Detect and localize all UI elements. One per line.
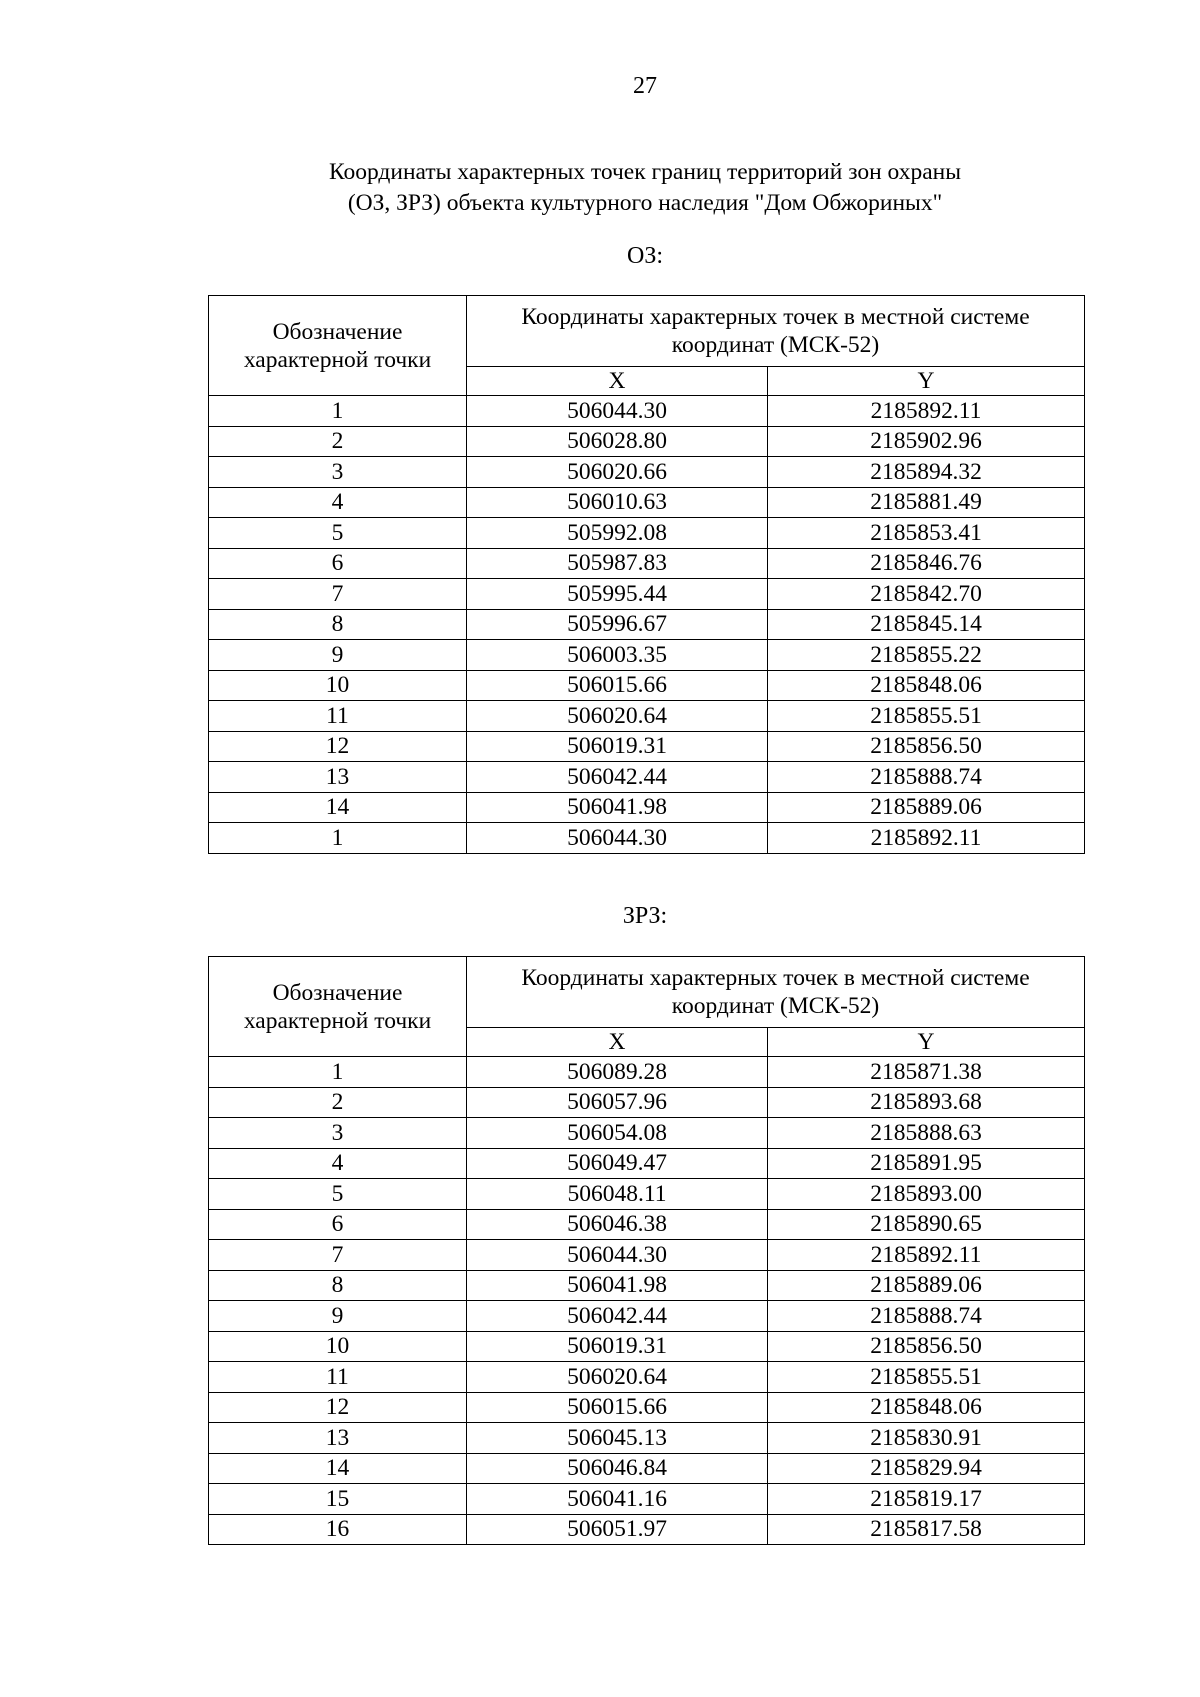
point-cell: 9	[209, 1301, 467, 1332]
x-coordinate-cell: 506042.44	[467, 762, 768, 793]
point-cell: 3	[209, 457, 467, 488]
table-row	[209, 1331, 1085, 1362]
x-coordinate-cell: 506003.35	[467, 640, 768, 671]
point-cell: 2	[209, 426, 467, 457]
point-cell: 1	[209, 1057, 467, 1088]
y-coordinate-cell: 2185889.06	[768, 792, 1085, 823]
y-coordinate-cell: 2185819.17	[768, 1484, 1085, 1515]
point-cell: 5	[209, 1179, 467, 1210]
table-row	[209, 1057, 1085, 1088]
x-coordinate-cell: 506045.13	[467, 1423, 768, 1454]
point-cell: 4	[209, 1148, 467, 1179]
y-coordinate-cell: 2185891.95	[768, 1148, 1085, 1179]
y-coordinate-cell: 2185889.06	[768, 1270, 1085, 1301]
point-designation-header: Обозначение характерной точки	[209, 957, 467, 1057]
x-coordinate-cell: 505992.08	[467, 518, 768, 549]
table-row	[209, 579, 1085, 610]
y-coordinate-cell: 2185846.76	[768, 548, 1085, 579]
table-row	[209, 701, 1085, 732]
y-coordinate-cell: 2185855.51	[768, 701, 1085, 732]
table-row	[209, 731, 1085, 762]
x-coordinate-cell: 506015.66	[467, 670, 768, 701]
y-coordinate-cell: 2185830.91	[768, 1423, 1085, 1454]
table-row	[209, 1362, 1085, 1393]
zrz-table-body	[209, 1057, 1085, 1545]
y-coordinate-cell: 2185842.70	[768, 579, 1085, 610]
x-coordinate-cell: 506019.31	[467, 1331, 768, 1362]
x-coordinate-cell: 506044.30	[467, 1240, 768, 1271]
table-row	[209, 1118, 1085, 1149]
x-coordinate-cell: 506044.30	[467, 823, 768, 854]
table-row	[209, 1087, 1085, 1118]
y-coordinate-cell: 2185902.96	[768, 426, 1085, 457]
y-coordinate-cell: 2185892.11	[768, 823, 1085, 854]
x-coordinate-cell: 506042.44	[467, 1301, 768, 1332]
table-row	[209, 762, 1085, 793]
point-cell: 12	[209, 731, 467, 762]
table-row	[209, 1209, 1085, 1240]
oz-section-heading: ОЗ:	[626, 243, 664, 269]
x-coordinate-cell: 505996.67	[467, 609, 768, 640]
point-cell: 5	[209, 518, 467, 549]
x-column-header: X	[467, 1028, 768, 1057]
table-row	[209, 548, 1085, 579]
y-coordinate-cell: 2185848.06	[768, 670, 1085, 701]
point-cell: 1	[209, 823, 467, 854]
point-cell: 6	[209, 548, 467, 579]
y-coordinate-cell: 2185817.58	[768, 1514, 1085, 1545]
x-coordinate-cell: 506019.31	[467, 731, 768, 762]
x-coordinate-cell: 506049.47	[467, 1148, 768, 1179]
table-row	[209, 426, 1085, 457]
table-row	[209, 1179, 1085, 1210]
point-cell: 10	[209, 1331, 467, 1362]
table-row	[209, 1301, 1085, 1332]
point-cell: 2	[209, 1087, 467, 1118]
point-designation-header: Обозначение характерной точки	[209, 296, 467, 396]
x-coordinate-cell: 506010.63	[467, 487, 768, 518]
x-coordinate-cell: 506046.84	[467, 1453, 768, 1484]
point-cell: 1	[209, 396, 467, 427]
y-coordinate-cell: 2185892.11	[768, 396, 1085, 427]
y-coordinate-cell: 2185893.00	[768, 1179, 1085, 1210]
point-cell: 10	[209, 670, 467, 701]
y-coordinate-cell: 2185848.06	[768, 1392, 1085, 1423]
table-row	[209, 1423, 1085, 1454]
point-cell: 8	[209, 1270, 467, 1301]
y-coordinate-cell: 2185893.68	[768, 1087, 1085, 1118]
y-coordinate-cell: 2185890.65	[768, 1209, 1085, 1240]
zrz-section-heading: ЗРЗ:	[622, 903, 668, 929]
table-row	[209, 396, 1085, 427]
y-coordinate-cell: 2185855.22	[768, 640, 1085, 671]
table-row	[209, 457, 1085, 488]
table-row	[209, 1392, 1085, 1423]
y-coordinate-cell: 2185829.94	[768, 1453, 1085, 1484]
document-title-line-1: Координаты характерных точек границ территорий зон охраны	[328, 159, 962, 185]
y-column-header: Y	[768, 1028, 1085, 1057]
table-row	[209, 792, 1085, 823]
y-column-header: Y	[768, 367, 1085, 396]
y-coordinate-cell: 2185853.41	[768, 518, 1085, 549]
point-cell: 11	[209, 701, 467, 732]
point-cell: 11	[209, 1362, 467, 1393]
x-coordinate-cell: 506015.66	[467, 1392, 768, 1423]
point-cell: 13	[209, 762, 467, 793]
x-coordinate-cell: 506041.98	[467, 1270, 768, 1301]
document-title-line-2: (ОЗ, ЗРЗ) объекта культурного наследия "Дом Обжориных"	[347, 190, 943, 216]
point-cell: 12	[209, 1392, 467, 1423]
x-column-header: X	[467, 367, 768, 396]
x-coordinate-cell: 506041.98	[467, 792, 768, 823]
document-title	[0, 157, 1200, 219]
x-coordinate-cell: 506089.28	[467, 1057, 768, 1088]
point-cell: 8	[209, 609, 467, 640]
y-coordinate-cell: 2185881.49	[768, 487, 1085, 518]
y-coordinate-cell: 2185892.11	[768, 1240, 1085, 1271]
y-coordinate-cell: 2185894.32	[768, 457, 1085, 488]
table-row	[209, 640, 1085, 671]
table-row	[209, 1453, 1085, 1484]
y-coordinate-cell: 2185871.38	[768, 1057, 1085, 1088]
x-coordinate-cell: 506028.80	[467, 426, 768, 457]
table-row	[209, 1270, 1085, 1301]
zrz-coordinates-table	[208, 956, 1085, 1545]
point-cell: 15	[209, 1484, 467, 1515]
x-coordinate-cell: 506044.30	[467, 396, 768, 427]
oz-table-body	[209, 396, 1085, 854]
y-coordinate-cell: 2185856.50	[768, 1331, 1085, 1362]
point-cell: 13	[209, 1423, 467, 1454]
page-number: 27	[633, 73, 657, 99]
point-cell: 7	[209, 1240, 467, 1271]
table-row	[209, 823, 1085, 854]
coordinates-header: Координаты характерных точек в местной системе координат (МСК-52)	[467, 957, 1085, 1028]
table-row	[209, 670, 1085, 701]
x-coordinate-cell: 506041.16	[467, 1484, 768, 1515]
x-coordinate-cell: 505995.44	[467, 579, 768, 610]
point-cell: 3	[209, 1118, 467, 1149]
coordinates-header: Координаты характерных точек в местной системе координат (МСК-52)	[467, 296, 1085, 367]
table-row	[209, 487, 1085, 518]
point-cell: 16	[209, 1514, 467, 1545]
y-coordinate-cell: 2185856.50	[768, 731, 1085, 762]
x-coordinate-cell: 506054.08	[467, 1118, 768, 1149]
oz-coordinates-table	[208, 295, 1085, 854]
table-row	[209, 1514, 1085, 1545]
point-cell: 14	[209, 792, 467, 823]
x-coordinate-cell: 506057.96	[467, 1087, 768, 1118]
x-coordinate-cell: 505987.83	[467, 548, 768, 579]
x-coordinate-cell: 506051.97	[467, 1514, 768, 1545]
table-row	[209, 1240, 1085, 1271]
point-cell: 6	[209, 1209, 467, 1240]
point-cell: 14	[209, 1453, 467, 1484]
y-coordinate-cell: 2185845.14	[768, 609, 1085, 640]
table-row	[209, 518, 1085, 549]
x-coordinate-cell: 506046.38	[467, 1209, 768, 1240]
point-cell: 4	[209, 487, 467, 518]
table-row	[209, 609, 1085, 640]
table-row	[209, 1484, 1085, 1515]
point-cell: 9	[209, 640, 467, 671]
y-coordinate-cell: 2185888.74	[768, 1301, 1085, 1332]
x-coordinate-cell: 506020.64	[467, 701, 768, 732]
y-coordinate-cell: 2185888.74	[768, 762, 1085, 793]
table-row	[209, 1148, 1085, 1179]
x-coordinate-cell: 506020.66	[467, 457, 768, 488]
x-coordinate-cell: 506020.64	[467, 1362, 768, 1393]
y-coordinate-cell: 2185888.63	[768, 1118, 1085, 1149]
x-coordinate-cell: 506048.11	[467, 1179, 768, 1210]
y-coordinate-cell: 2185855.51	[768, 1362, 1085, 1393]
point-cell: 7	[209, 579, 467, 610]
